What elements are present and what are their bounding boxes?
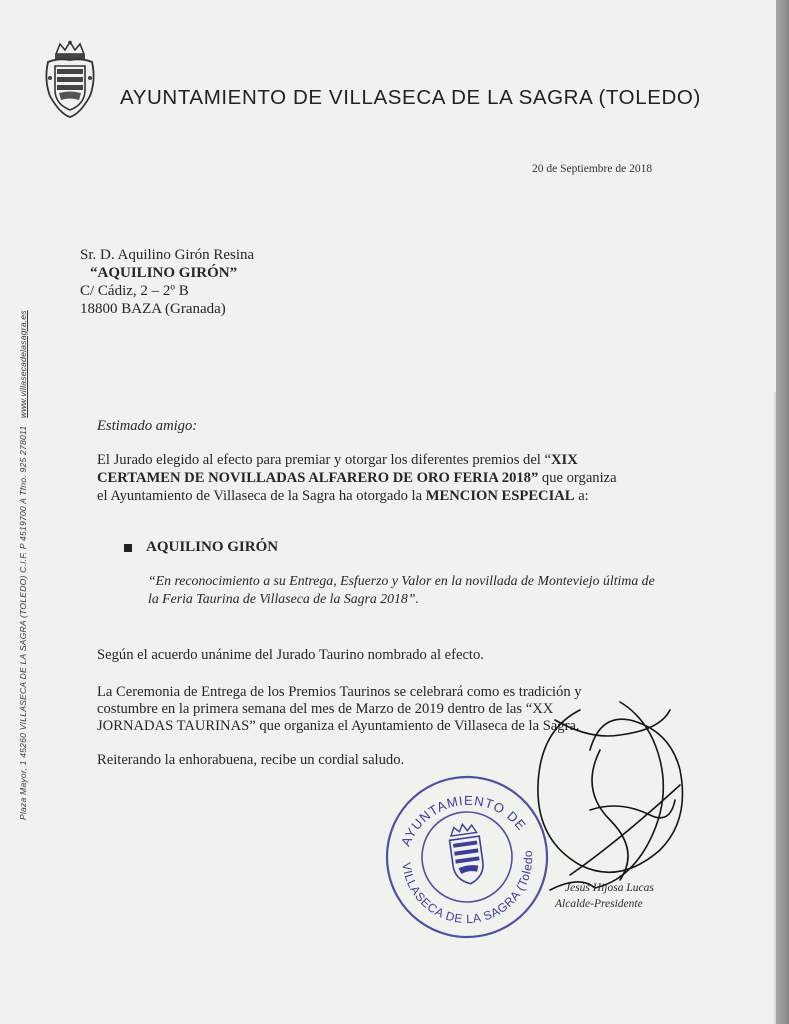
- greeting: Estimado amigo:: [97, 418, 198, 434]
- paragraph-3-line-1: La Ceremonia de Entrega de los Premios Taurinos se celebrará como es tradición y: [97, 684, 582, 700]
- background-edge: [776, 0, 789, 1024]
- paragraph-1-line-2: [97, 470, 617, 487]
- p1-l2-text: que organiza: [538, 470, 617, 486]
- letterhead-contact-info: [18, 310, 28, 820]
- recipient-city: 18800 BAZA (Granada): [80, 301, 226, 317]
- p1-l3-text: el Ayuntamiento de Villaseca de la Sagra ha otorgado la: [97, 488, 426, 504]
- recipient-name: Sr. D. Aquilino Girón Resina: [80, 247, 255, 263]
- p1-l1-text: El Jurado elegido al efecto para premiar y otorgar los diferentes premios del “: [97, 452, 551, 468]
- award-recipient: AQUILINO GIRÓN: [146, 539, 279, 555]
- award-quote-line-2: la Feria Taurina de Villaseca de la Sagra 2018”.: [148, 591, 419, 606]
- recipient-alias: “AQUILINO GIRÓN”: [90, 265, 238, 281]
- letterhead-title: AYUNTAMIENTO DE VILLASECA DE LA SAGRA (TOLEDO): [120, 86, 701, 109]
- signatory-role: Alcalde-Presidente: [555, 898, 643, 910]
- coat-of-arms-icon: [42, 40, 98, 118]
- letterhead-website: www.villasecadelasagra.es: [18, 310, 28, 418]
- award-quote-line-1: “En reconocimiento a su Entrega, Esfuerzo y Valor en la novillada de Monteviejo última de: [148, 573, 655, 588]
- p1-l3-end: a:: [574, 488, 589, 504]
- recipient-street: C/ Cádiz, 2 – 2º B: [80, 283, 189, 299]
- paragraph-2: Según el acuerdo unánime del Jurado Taurino nombrado al efecto.: [97, 647, 484, 663]
- stamp-bottom-text: VILLASECA DE LA SAGRA (Toledo): [399, 849, 536, 927]
- p1-l1-edition: XIX: [551, 452, 578, 468]
- letter-date: 20 de Septiembre de 2018: [532, 163, 653, 175]
- stamp-top-text: AYUNTAMIENTO DE: [397, 792, 530, 849]
- letterhead-address: Plaza Mayor, 1 45260 VILLASECA DE LA SAGRA (TOLEDO) C.I.F. P 4519700 A Tfno. 925 278011: [18, 425, 28, 820]
- closing-line: Reiterando la enhorabuena, recibe un cordial saludo.: [97, 752, 405, 768]
- paragraph-3-line-2: costumbre en la primera semana del mes de Marzo de 2019 dentro de las “XX: [97, 701, 554, 717]
- bullet-square-icon: [124, 544, 132, 552]
- signature-scribble: [520, 690, 740, 910]
- paragraph-1-line-3: [97, 488, 589, 505]
- signatory-name: Jesús Hijosa Lucas: [565, 882, 654, 894]
- p1-l2-event: CERTAMEN DE NOVILLADAS ALFARERO DE ORO FERIA 2018”: [97, 470, 539, 486]
- paragraph-1-line-1: [97, 452, 578, 469]
- paragraph-3-line-3: JORNADAS TAURINAS” que organiza el Ayuntamiento de Villaseca de la Sagra.: [97, 718, 580, 734]
- p1-l3-award: MENCION ESPECIAL: [425, 488, 575, 504]
